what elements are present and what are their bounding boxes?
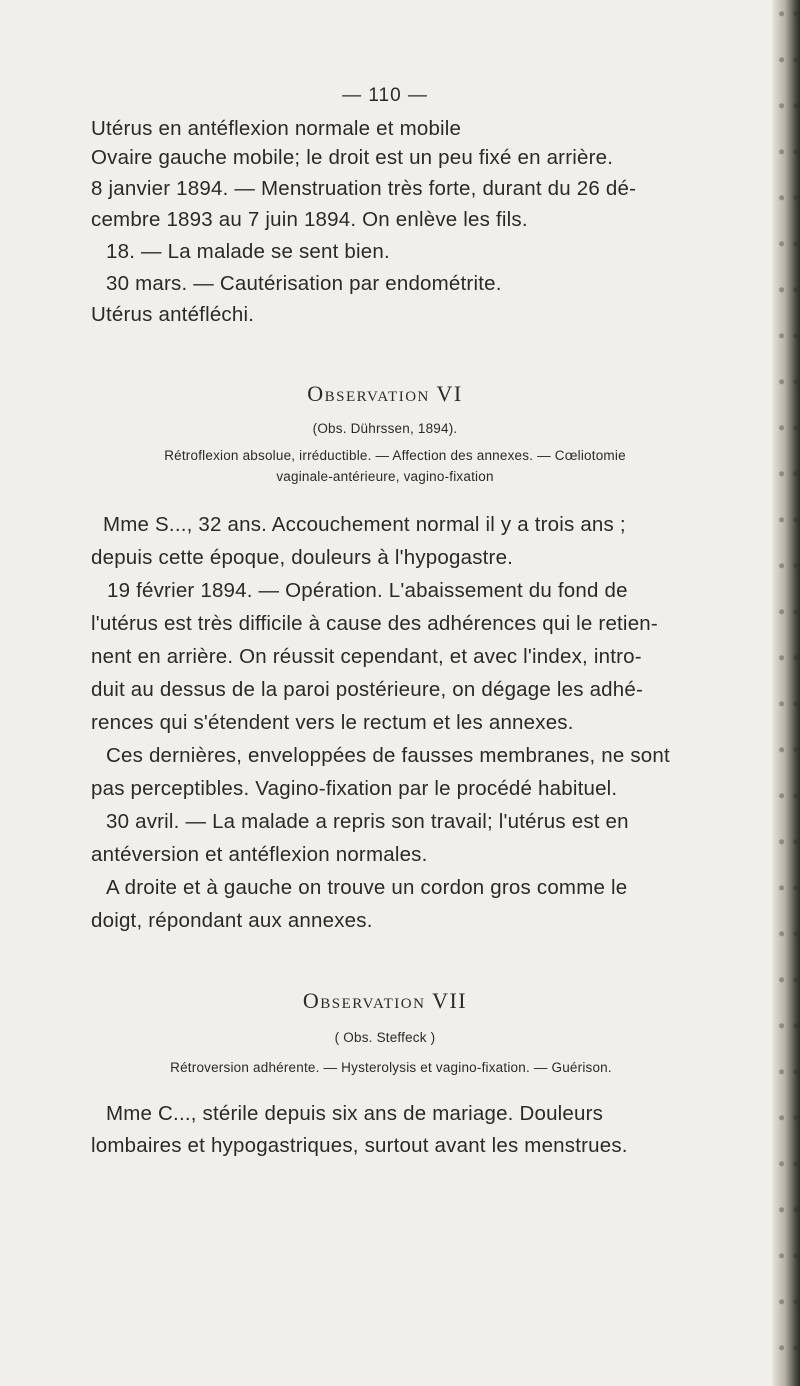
text-line: depuis cette époque, douleurs à l'hypogastre. xyxy=(91,546,514,569)
text-line: Utérus antéfléchi. xyxy=(91,303,255,326)
text-line: Mme S..., 32 ans. Accouchement normal il y a trois ans ; xyxy=(103,513,626,536)
observation-vii-source: ( Obs. Steffeck ) xyxy=(334,1030,436,1045)
page-number-header: — 110 — xyxy=(342,85,428,106)
page-edge-stains xyxy=(776,0,800,1386)
text-line: Utérus en antéflexion normale et mobile xyxy=(91,117,462,140)
text-line: duit au dessus de la paroi postérieure, on dégage les adhé- xyxy=(91,678,644,701)
text-line: lombaires et hypogastriques, surtout avant les menstrues. xyxy=(91,1134,628,1157)
text-line: 19 février 1894. — Opération. L'abaissement du fond de xyxy=(107,579,628,602)
text-line: 30 mars. — Cautérisation par endométrite. xyxy=(106,272,502,295)
text-line: l'utérus est très difficile à cause des adhérences qui le retien- xyxy=(91,612,658,635)
text-line: pas perceptibles. Vagino-fixation par le procédé habituel. xyxy=(91,777,618,800)
text-line: A droite et à gauche on trouve un cordon gros comme le xyxy=(106,876,628,899)
text-line: cembre 1893 au 7 juin 1894. On enlève les fils. xyxy=(91,208,528,231)
observation-vii-title: Observation VII xyxy=(302,988,468,1013)
text-line: nent en arrière. On réussit cependant, et avec l'index, intro- xyxy=(91,645,642,668)
text-line: 8 janvier 1894. — Menstruation très forte, durant du 26 dé- xyxy=(91,177,637,200)
text-line: antéversion et antéflexion normales. xyxy=(91,843,428,866)
observation-vi-title: Observation VI xyxy=(307,381,463,406)
text-line: Ovaire gauche mobile; le droit est un peu fixé en arrière. xyxy=(91,146,614,169)
text-line: Ces dernières, enveloppées de fausses membranes, ne sont xyxy=(106,744,670,767)
text-line: 30 avril. — La malade a repris son travail; l'utérus est en xyxy=(106,810,629,833)
text-line: doigt, répondant aux annexes. xyxy=(91,909,373,932)
observation-vii-summary-line1: Rétroversion adhérente. — Hysterolysis et vagino-fixation. — Guérison. xyxy=(170,1060,612,1075)
observation-vi-summary-line2: vaginale-antérieure, vagino-fixation xyxy=(276,469,494,484)
text-line: rences qui s'étendent vers le rectum et les annexes. xyxy=(91,711,574,734)
observation-vi-summary-line1: Rétroflexion absolue, irréductible. — Affection des annexes. — Cœliotomie xyxy=(164,448,626,463)
text-line: 18. — La malade se sent bien. xyxy=(106,240,390,263)
observation-vi-source: (Obs. Dührssen, 1894). xyxy=(312,421,458,436)
text-line: Mme C..., stérile depuis six ans de mariage. Douleurs xyxy=(106,1102,604,1125)
